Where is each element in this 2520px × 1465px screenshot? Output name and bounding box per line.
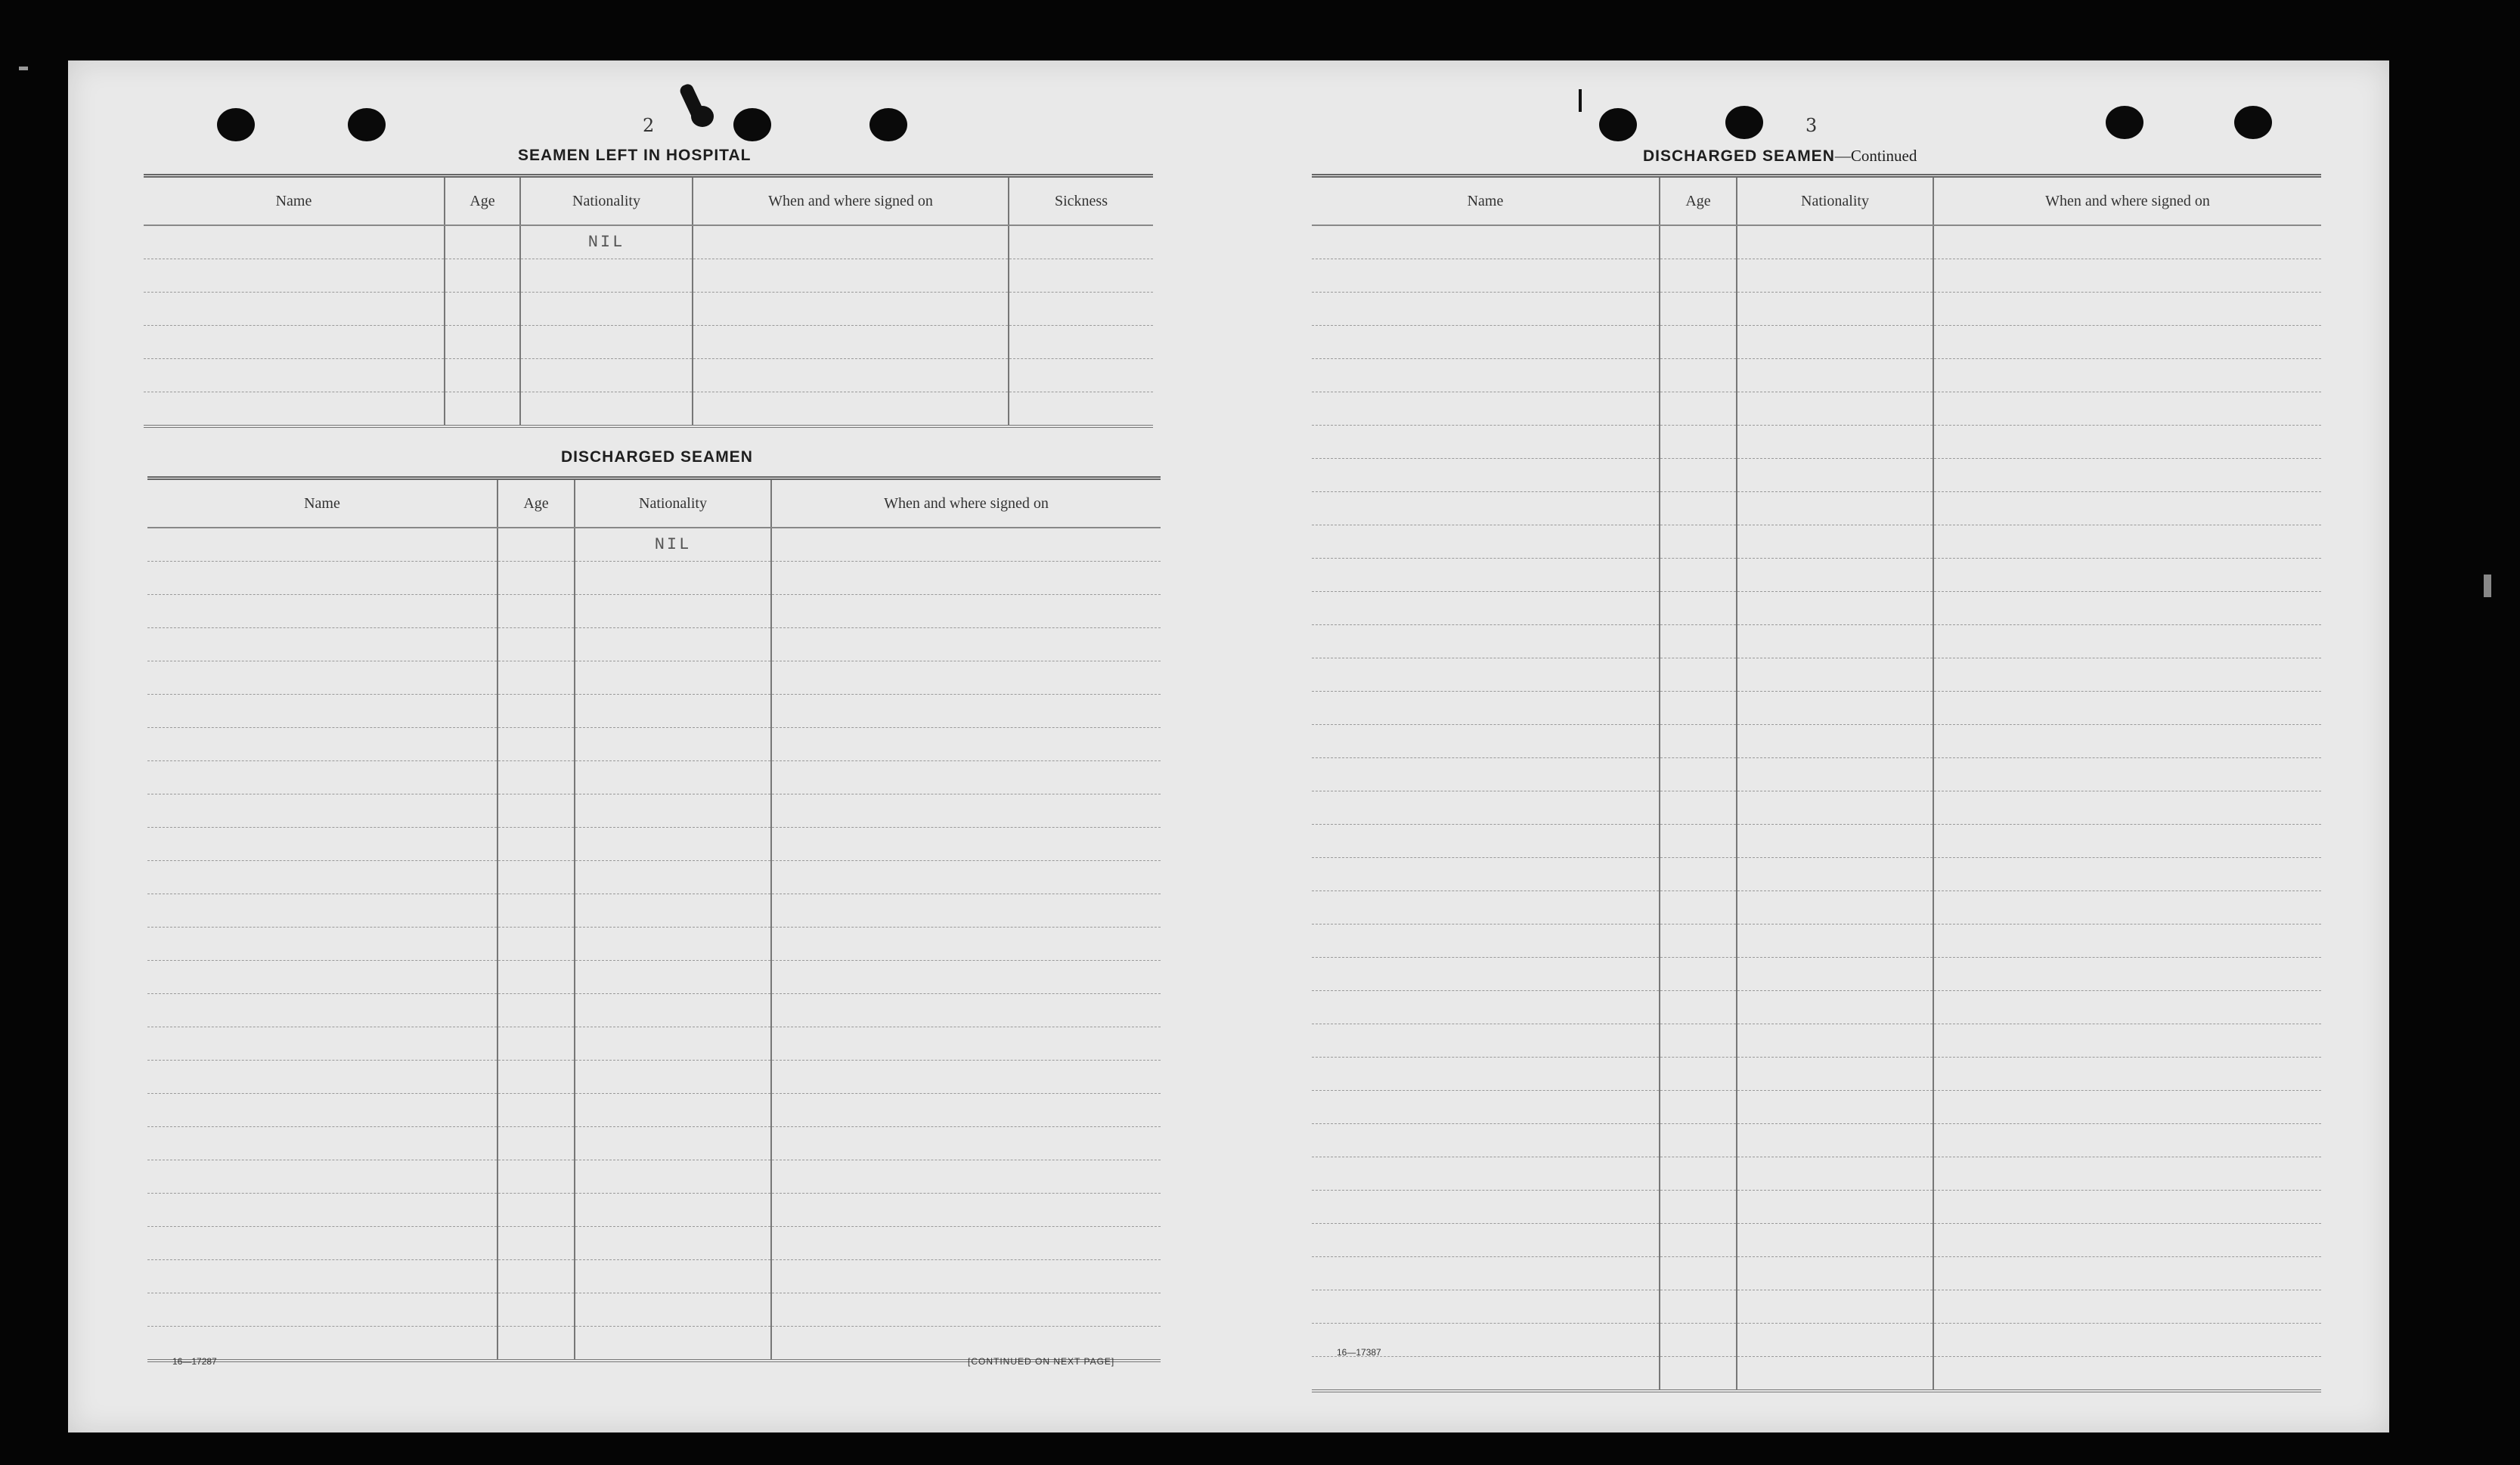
punch-hole [1599,108,1637,141]
stray-mark [2484,575,2491,597]
column-header-name: Name [1312,176,1660,226]
column-header-age: Age [1660,176,1737,226]
nil-entry: NIL [575,528,771,562]
form-code-right: 16—17387 [1337,1347,1381,1358]
table-row [147,1027,1161,1061]
punch-hole [869,108,907,141]
table-row [147,695,1161,728]
punch-hole [733,108,771,141]
table-row [1312,1058,2321,1091]
table-row [1312,991,2321,1024]
table-row [1312,858,2321,891]
page-number-left: 2 [643,115,655,136]
table-row [144,293,1153,326]
table-row [147,1260,1161,1293]
column-header-name: Name [144,176,445,226]
table-row [1312,1224,2321,1257]
paper-sheet [68,60,2389,1432]
table-row [147,1061,1161,1094]
section-title-seamen-left-in-hospital: SEAMEN LEFT IN HOSPITAL [518,147,752,164]
column-header-sickness: Sickness [1009,176,1153,226]
section-title-suffix: —Continued [1834,147,1917,165]
table-row [147,1293,1161,1327]
table-row [1312,1191,2321,1224]
table-row [1312,426,2321,459]
table-row [147,961,1161,994]
table-row [144,359,1153,392]
table-row [144,259,1153,293]
continued-on-next-page-note: [CONTINUED ON NEXT PAGE] [968,1356,1115,1367]
table-row [1312,758,2321,791]
table-row [144,326,1153,359]
table-row [147,528,1161,562]
table-row [147,661,1161,695]
ink-blot [691,106,714,127]
form-code-left: 16—17287 [172,1356,217,1367]
table-row [1312,1257,2321,1290]
table-row [147,1094,1161,1127]
table-row [1312,392,2321,426]
stray-mark [1579,89,1582,112]
table-row [1312,725,2321,758]
column-header-nationality: Nationality [575,479,771,528]
column-header-signed-on: When and where signed on [1933,176,2321,226]
punch-hole [1725,106,1763,139]
table-row [1312,359,2321,392]
table-row [147,761,1161,794]
table-row [1312,525,2321,559]
table-row [1312,225,2321,259]
table-row [1312,293,2321,326]
hospital-table [144,174,1153,428]
table-row [1312,1091,2321,1124]
table-row [1312,1324,2321,1357]
table-row [147,1194,1161,1227]
table-row [1312,592,2321,625]
column-header-nationality: Nationality [520,176,693,226]
table-row [147,1227,1161,1260]
table-row [147,628,1161,661]
column-header-age: Age [445,176,520,226]
punch-hole [2234,106,2272,139]
table-header-row [1312,176,2321,226]
table-row [144,225,1153,259]
table-row [1312,326,2321,359]
discharged-seamen-continued-table [1312,174,2321,1392]
punch-hole [348,108,386,141]
table-row [1312,1024,2321,1058]
table-row [1312,825,2321,858]
section-title-discharged-seamen: DISCHARGED SEAMEN [561,448,753,466]
table-row [1312,1357,2321,1392]
section-title-discharged-seamen-continued [1643,147,1917,166]
column-header-nationality: Nationality [1737,176,1933,226]
punch-hole [2106,106,2143,139]
table-row [1312,958,2321,991]
table-row [1312,625,2321,658]
column-header-signed-on: When and where signed on [771,479,1161,528]
table-row [1312,1124,2321,1157]
table-row [1312,925,2321,958]
punch-hole [217,108,255,141]
table-row [1312,559,2321,592]
table-row [1312,1290,2321,1324]
column-header-name: Name [147,479,497,528]
table-row [147,794,1161,828]
table-row [1312,492,2321,525]
table-row [147,562,1161,595]
table-row [1312,1157,2321,1191]
table-header-row [147,479,1161,528]
table-row [147,894,1161,928]
table-row [1312,891,2321,925]
table-row [147,994,1161,1027]
table-header-row [144,176,1153,226]
table-row [144,392,1153,427]
table-row [1312,791,2321,825]
table-row [147,928,1161,961]
nil-entry: NIL [520,225,693,259]
page-number-right: 3 [1806,115,1818,136]
table-row [1312,658,2321,692]
table-row [1312,259,2321,293]
discharged-seamen-table [147,476,1161,1362]
table-row [1312,692,2321,725]
table-row [147,828,1161,861]
table-row [147,595,1161,628]
table-row [147,1160,1161,1194]
table-row [147,1127,1161,1160]
column-header-age: Age [497,479,575,528]
section-title-main: DISCHARGED SEAMEN [1643,147,1835,165]
column-header-signed-on: When and where signed on [693,176,1009,226]
table-row [1312,459,2321,492]
stray-mark [19,67,28,70]
table-row [147,728,1161,761]
table-row [147,861,1161,894]
